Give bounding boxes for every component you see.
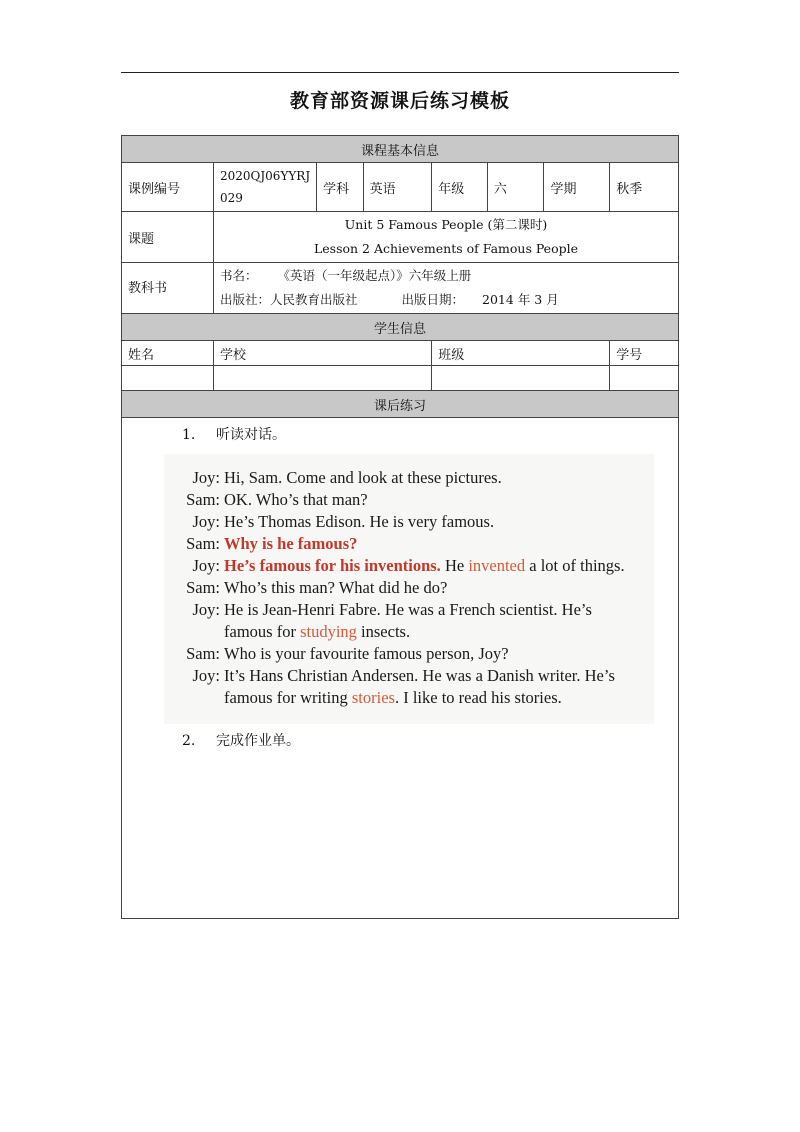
topic-lesson: Lesson 2 Achievements of Famous People	[313, 241, 579, 256]
topic-label: 课题	[122, 212, 214, 263]
dialogue-line-5: Joy: He’s famous for his inventions. He invented a lot of things.	[192, 556, 625, 575]
dialogue-line-6: Sam: Who’s this man? What did he do?	[186, 578, 448, 597]
dialogue-line-1: Joy: Hi, Sam. Come and look at these pictures.	[192, 468, 502, 487]
topic-value	[213, 212, 678, 263]
dialogue-line-3: Joy: He’s Thomas Edison. He is very famous.	[192, 512, 495, 531]
student-name-label: 姓名	[122, 341, 214, 366]
grade-value: 六	[487, 163, 544, 212]
section-header-basic-info: 课程基本信息	[122, 136, 679, 163]
pub-date-label: 出版日期：	[401, 292, 465, 307]
document-title: 教育部资源课后练习模板	[289, 90, 510, 112]
textbook-info	[213, 263, 678, 314]
student-school-field[interactable]	[213, 366, 431, 391]
book-name-label: 书名：	[219, 268, 258, 283]
student-name-field[interactable]	[122, 366, 214, 391]
dialogue-line-9: Sam: Who is your favourite famous person, Joy?	[186, 644, 509, 663]
dialogue-line-7: Joy: He is Jean-Henri Fabre. He was a French scientist. He’s	[192, 600, 592, 619]
student-id-field[interactable]	[610, 366, 679, 391]
course-code-label: 课例编号	[122, 163, 214, 212]
topic-unit: Unit 5 Famous People (第二课时)	[344, 217, 548, 232]
student-class-label: 班级	[432, 341, 610, 366]
grade-label: 年级	[432, 163, 488, 212]
student-id-label: 学号	[610, 341, 679, 366]
lesson-form-table	[121, 135, 679, 919]
exercise-area	[122, 418, 679, 919]
course-code-value: 2020QJ06YYRJ 029	[213, 163, 316, 212]
subject-value: 英语	[363, 163, 432, 212]
dialogue-line-11: famous for writing stories. I like to read his stories.	[224, 688, 562, 707]
publisher-label: 出版社：	[219, 292, 270, 307]
section-header-student-info: 学生信息	[122, 314, 679, 341]
student-class-field[interactable]	[432, 366, 610, 391]
pub-date-value: 2014 年 3 月	[482, 292, 559, 307]
subject-label: 学科	[317, 163, 363, 212]
textbook-label: 教科书	[122, 263, 214, 314]
exercise-item-1: 1. 听读对话。	[182, 427, 286, 443]
publisher-value: 人民教育出版社	[270, 292, 358, 307]
term-label: 学期	[544, 163, 610, 212]
dialogue-image	[164, 454, 654, 724]
book-name-line	[220, 264, 672, 288]
book-name-value: 《英语（一年级起点）》六年级上册	[277, 268, 472, 283]
dialogue-line-8: famous for studying insects.	[224, 622, 411, 641]
term-value: 秋季	[610, 163, 679, 212]
student-school-label: 学校	[213, 341, 431, 366]
dialogue-line-10: Joy: It’s Hans Christian Andersen. He was a Danish writer. He’s	[192, 666, 615, 685]
header-rule	[121, 72, 679, 73]
publisher-line	[220, 288, 672, 312]
exercise-item-2: 2. 完成作业单。	[182, 733, 300, 749]
dialogue-line-2: Sam: OK. Who’s that man?	[186, 490, 368, 509]
section-header-exercise: 课后练习	[122, 391, 679, 418]
dialogue-line-4: Sam: Why is he famous?	[186, 534, 358, 553]
